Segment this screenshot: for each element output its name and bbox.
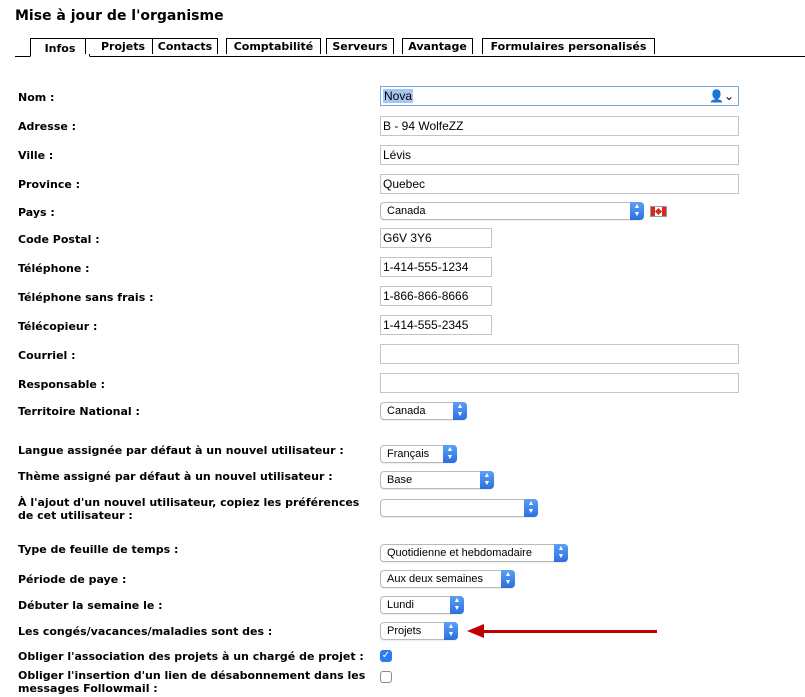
- label-territoire: Territoire National :: [18, 405, 140, 418]
- pays-value: Canada: [387, 205, 426, 217]
- select-arrows-icon: ▲ ▼: [480, 471, 494, 489]
- tab-formulaires-personalises[interactable]: Formulaires personalisés: [482, 38, 655, 54]
- label-ville: Ville :: [18, 149, 54, 162]
- debut-semaine-value: Lundi: [387, 599, 414, 611]
- select-arrows-icon: ▲ ▼: [450, 596, 464, 614]
- label-obliger-association: Obliger l'association des projets à un chargé de projet :: [18, 650, 364, 663]
- theme-select[interactable]: [380, 471, 494, 489]
- nom-value: Nova: [384, 89, 413, 103]
- obliger-association-checkbox[interactable]: ✓: [381, 650, 391, 661]
- red-arrow-head: [467, 624, 484, 638]
- label-periode-paye: Période de paye :: [18, 573, 127, 586]
- user-icon[interactable]: 👤⌄: [709, 89, 734, 103]
- courriel-input[interactable]: [380, 344, 739, 364]
- label-province: Province :: [18, 178, 81, 191]
- feuille-temps-select[interactable]: [380, 544, 568, 562]
- select-arrows-icon: ▲ ▼: [444, 622, 458, 640]
- feuille-temps-value: Quotidienne et hebdomadaire: [387, 547, 532, 559]
- red-arrow-annotation: [482, 630, 657, 633]
- select-arrows-icon: ▲ ▼: [453, 402, 467, 420]
- langue-value: Français: [387, 448, 430, 460]
- tab-contacts[interactable]: Contacts: [152, 38, 218, 54]
- label-nom: Nom :: [18, 91, 55, 104]
- page-title: Mise à jour de l'organisme: [15, 8, 224, 24]
- label-telecopieur: Télécopieur :: [18, 320, 98, 333]
- label-copie-prefs-2: de cet utilisateur :: [18, 509, 133, 522]
- periode-paye-select[interactable]: [380, 570, 515, 588]
- langue-select[interactable]: [380, 445, 457, 463]
- canada-flag-icon: [650, 206, 667, 217]
- adresse-input[interactable]: B - 94 WolfeZZ: [380, 116, 739, 136]
- nom-input[interactable]: [380, 86, 739, 106]
- select-arrows-icon: ▲ ▼: [443, 445, 457, 463]
- label-telephone-sans-frais: Téléphone sans frais :: [18, 291, 154, 304]
- ville-input[interactable]: Lévis: [380, 145, 739, 165]
- responsable-input[interactable]: [380, 373, 739, 393]
- tab-serveurs[interactable]: Serveurs: [326, 38, 394, 54]
- periode-paye-value: Aux deux semaines: [387, 573, 483, 585]
- label-theme: Thème assigné par défaut à un nouvel utilisateur :: [18, 470, 333, 483]
- label-obliger-lien-1: Obliger l'insertion d'un lien de désabonnement dans les: [18, 669, 366, 682]
- select-arrows-icon: ▲ ▼: [630, 202, 644, 220]
- label-responsable: Responsable :: [18, 378, 106, 391]
- territoire-select[interactable]: [380, 402, 467, 420]
- label-copie-prefs-1: À l'ajout d'un nouvel utilisateur, copiez les préférences: [18, 496, 360, 509]
- copie-prefs-select[interactable]: [380, 499, 538, 517]
- label-telephone: Téléphone :: [18, 262, 90, 275]
- tab-bar: [15, 38, 805, 57]
- select-arrows-icon: ▲ ▼: [501, 570, 515, 588]
- telephone-input[interactable]: 1-414-555-1234: [380, 257, 492, 277]
- tab-projets[interactable]: Projets: [85, 38, 161, 54]
- label-pays: Pays :: [18, 206, 55, 219]
- label-courriel: Courriel :: [18, 349, 76, 362]
- label-feuille-temps: Type de feuille de temps :: [18, 543, 179, 556]
- select-arrows-icon: ▲ ▼: [554, 544, 568, 562]
- code-postal-input[interactable]: G6V 3Y6: [380, 228, 492, 248]
- tab-comptabilite[interactable]: Comptabilité: [226, 38, 321, 54]
- debut-semaine-select[interactable]: [380, 596, 464, 614]
- label-obliger-lien-2: messages Followmail :: [18, 682, 158, 695]
- tab-infos[interactable]: Infos: [30, 38, 90, 57]
- province-input[interactable]: Quebec: [380, 174, 739, 194]
- label-debut-semaine: Débuter la semaine le :: [18, 599, 163, 612]
- label-conges: Les congés/vacances/maladies sont des :: [18, 625, 273, 638]
- territoire-value: Canada: [387, 405, 426, 417]
- tab-avantage[interactable]: Avantage: [402, 38, 473, 54]
- label-code-postal: Code Postal :: [18, 233, 100, 246]
- select-arrows-icon: ▲ ▼: [524, 499, 538, 517]
- telephone-sans-frais-input[interactable]: 1-866-866-8666: [380, 286, 492, 306]
- conges-value: Projets: [387, 625, 422, 637]
- pays-select[interactable]: [380, 202, 644, 220]
- theme-value: Base: [387, 474, 413, 486]
- label-langue: Langue assignée par défaut à un nouvel utilisateur :: [18, 444, 344, 457]
- telecopieur-input[interactable]: 1-414-555-2345: [380, 315, 492, 335]
- label-adresse: Adresse :: [18, 120, 77, 133]
- conges-select[interactable]: [380, 622, 458, 640]
- obliger-lien-checkbox[interactable]: [380, 671, 392, 683]
